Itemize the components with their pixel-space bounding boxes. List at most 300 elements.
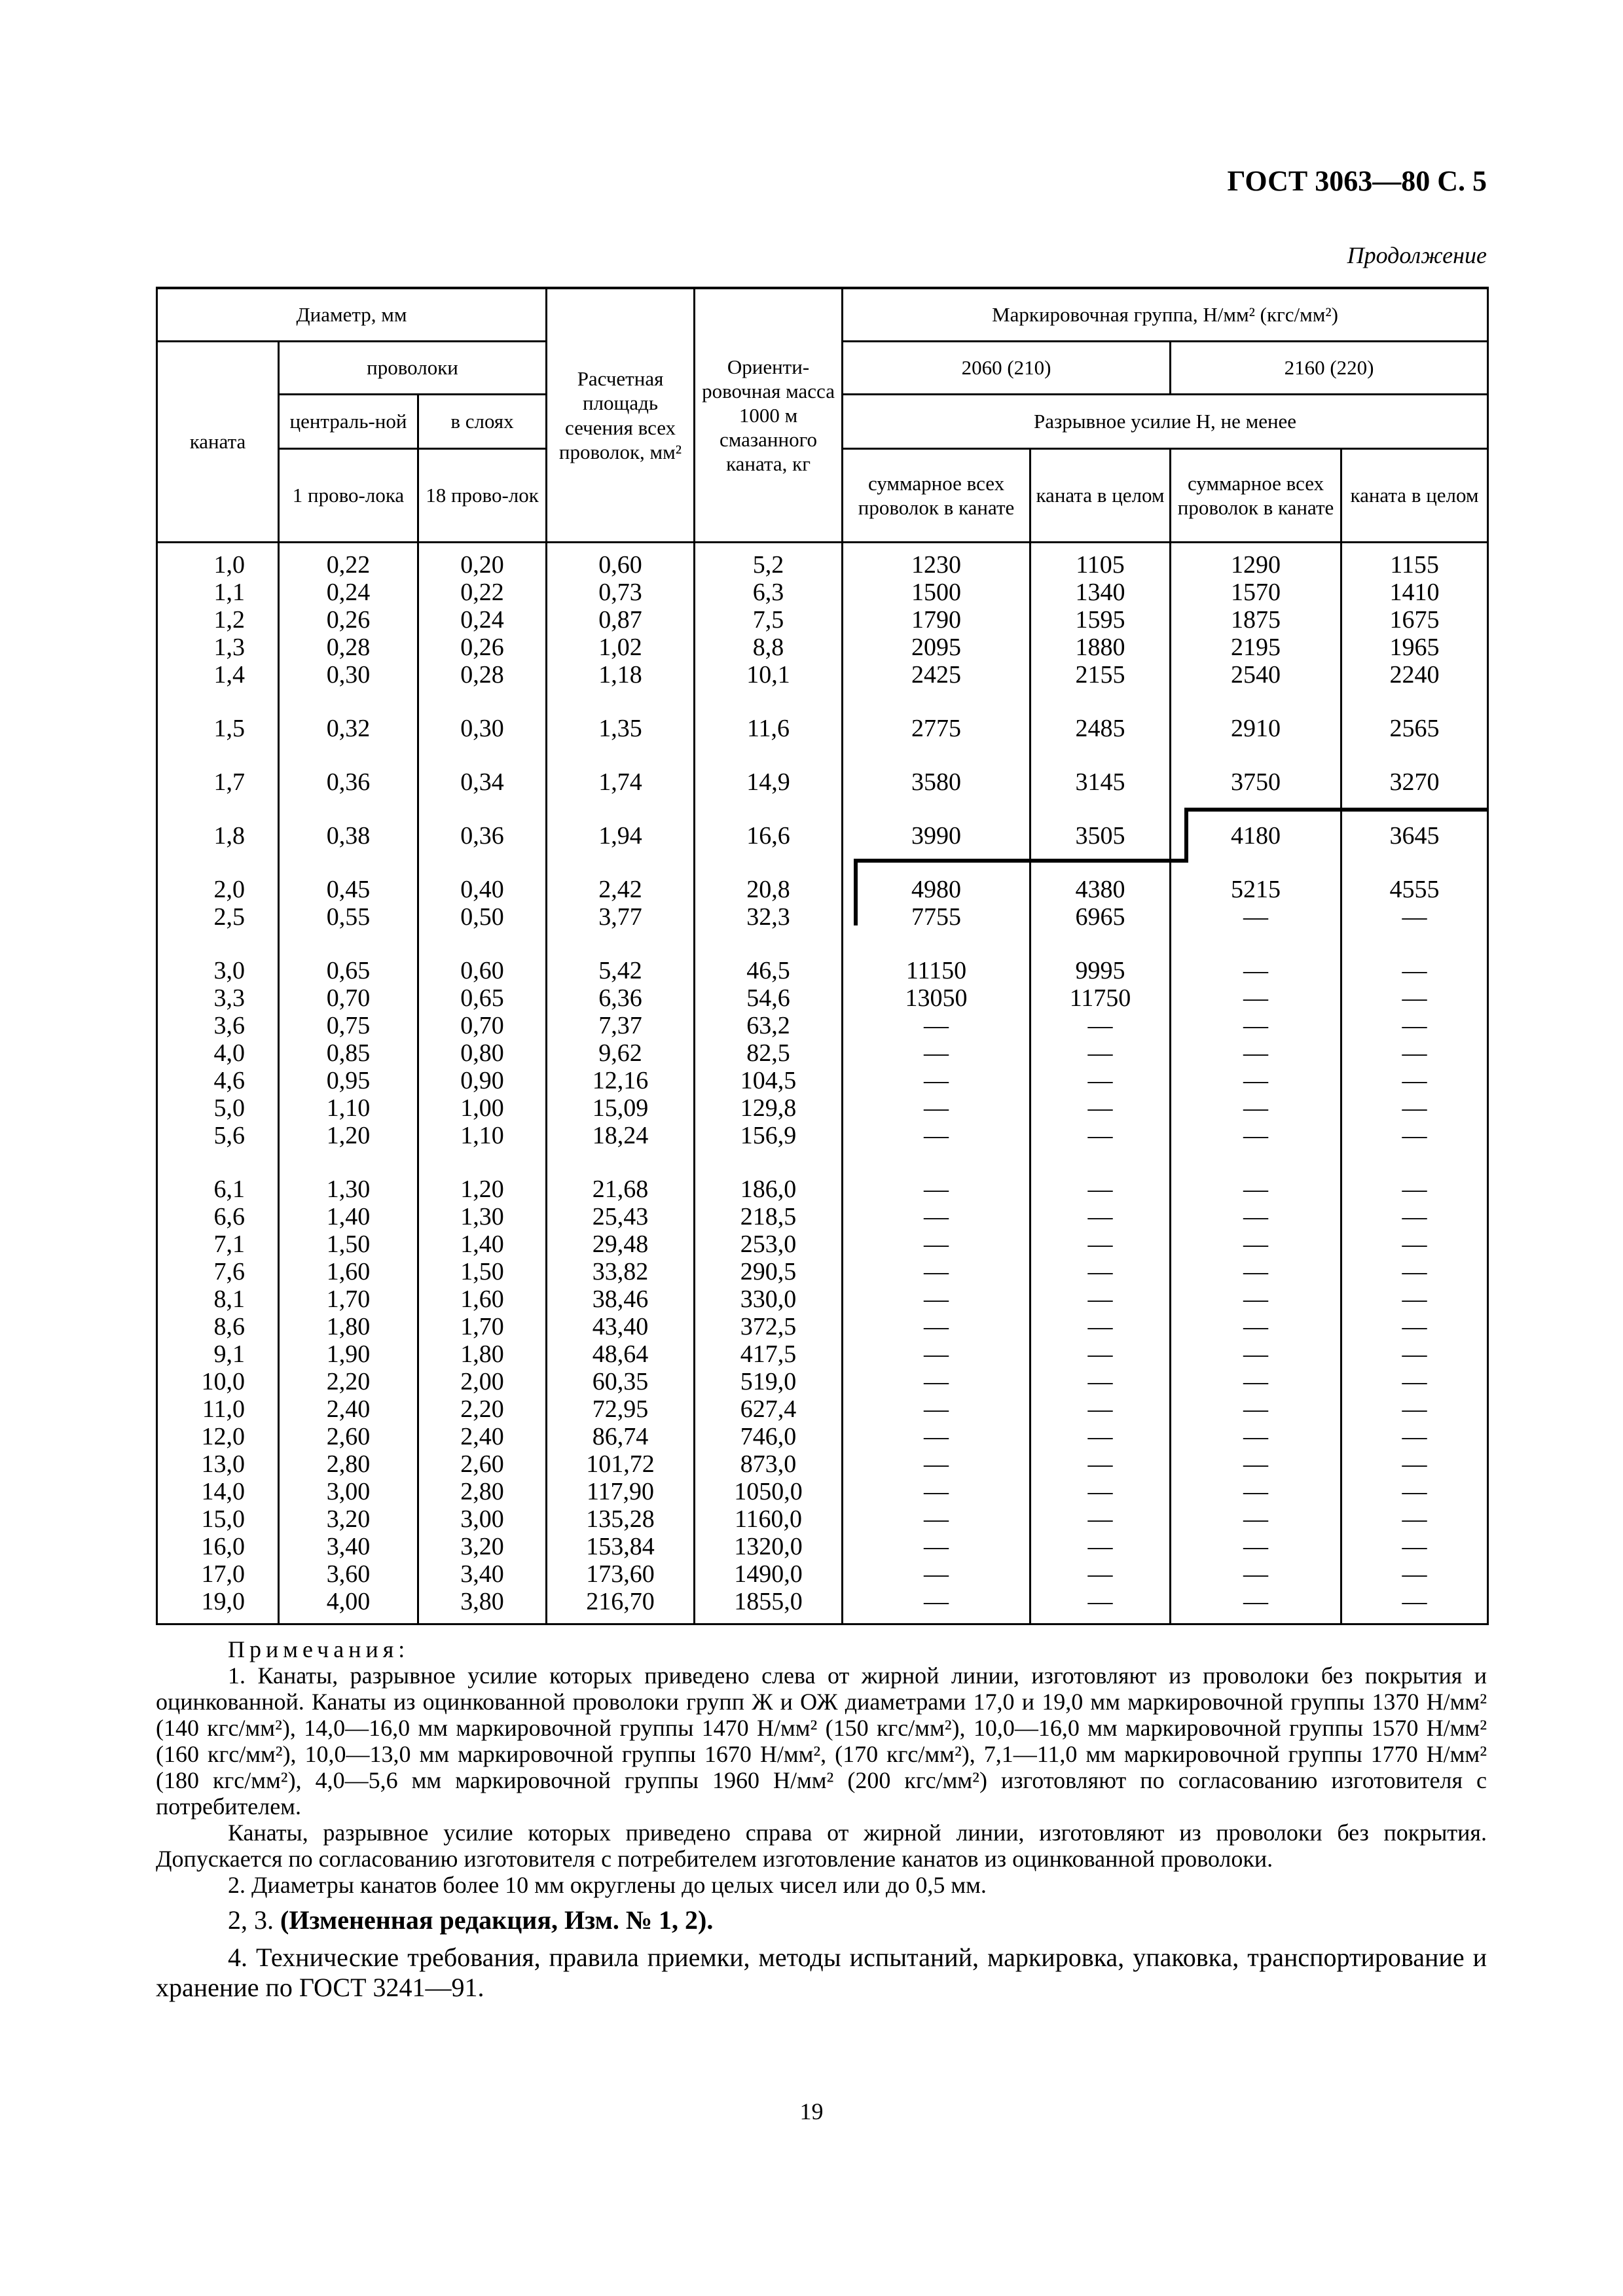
header-central: централь-ной bbox=[279, 395, 418, 449]
header-sum-2060: суммарное всех проволок в канате bbox=[843, 449, 1030, 543]
table-cell: 1,4 bbox=[157, 661, 279, 689]
table-cell: 0,60 bbox=[547, 543, 695, 579]
table-cell: 54,6 bbox=[695, 984, 843, 1012]
table-cell: 5,6 bbox=[157, 1122, 279, 1149]
table-row bbox=[157, 1012, 1488, 1039]
table-cell: — bbox=[1171, 1203, 1341, 1230]
table-cell: 15,0 bbox=[157, 1505, 279, 1533]
header-grade-2060: 2060 (210) bbox=[843, 342, 1171, 395]
table-cell: 0,85 bbox=[279, 1039, 418, 1067]
table-cell: 1,5 bbox=[157, 689, 279, 742]
table-cell: — bbox=[1171, 1149, 1341, 1203]
table-cell: 101,72 bbox=[547, 1450, 695, 1478]
header-one-wire: 1 прово-лока bbox=[279, 449, 418, 543]
table-cell: 1595 bbox=[1030, 606, 1171, 634]
table-cell: 1,35 bbox=[547, 689, 695, 742]
table-cell: 1155 bbox=[1341, 543, 1488, 579]
table-cell: 25,43 bbox=[547, 1203, 695, 1230]
table-cell: 0,65 bbox=[279, 931, 418, 984]
table-cell: 1,70 bbox=[279, 1285, 418, 1313]
table-cell: 12,16 bbox=[547, 1067, 695, 1094]
table-cell: 6965 bbox=[1030, 903, 1171, 931]
table-cell: — bbox=[843, 1203, 1030, 1230]
table-cell: — bbox=[1341, 1368, 1488, 1395]
table-cell: 5,2 bbox=[695, 543, 843, 579]
table-cell: 8,8 bbox=[695, 634, 843, 661]
page-header: ГОСТ 3063—80 С. 5 bbox=[1227, 165, 1487, 197]
table-cell: 2,40 bbox=[279, 1395, 418, 1423]
header-in-layers: в слоях bbox=[418, 395, 547, 449]
table-cell: 13050 bbox=[843, 984, 1030, 1012]
page-number: 19 bbox=[799, 2098, 824, 2125]
table-cell: 3580 bbox=[843, 742, 1030, 796]
table-row bbox=[157, 903, 1488, 931]
table-cell: 2485 bbox=[1030, 689, 1171, 742]
table-cell: 0,73 bbox=[547, 579, 695, 606]
table-cell: — bbox=[1171, 1368, 1341, 1395]
table-cell: — bbox=[1341, 1203, 1488, 1230]
table-cell: — bbox=[843, 1395, 1030, 1423]
table-cell: 2195 bbox=[1171, 634, 1341, 661]
table-row bbox=[157, 1450, 1488, 1478]
table-cell: 519,0 bbox=[695, 1368, 843, 1395]
table-cell: 2775 bbox=[843, 689, 1030, 742]
table-cell: — bbox=[1030, 1450, 1171, 1478]
table-cell: 1,30 bbox=[418, 1203, 547, 1230]
table-cell: 330,0 bbox=[695, 1285, 843, 1313]
table-cell: — bbox=[1171, 1423, 1341, 1450]
table-cell: 0,75 bbox=[279, 1012, 418, 1039]
table-cell: 17,0 bbox=[157, 1560, 279, 1588]
table-cell: 2,0 bbox=[157, 850, 279, 903]
table-cell: 11,6 bbox=[695, 689, 843, 742]
table-cell: — bbox=[1030, 1012, 1171, 1039]
table-cell: 0,28 bbox=[418, 661, 547, 689]
table-cell: 10,0 bbox=[157, 1368, 279, 1395]
table-cell: 3,00 bbox=[418, 1505, 547, 1533]
table-cell: — bbox=[843, 1067, 1030, 1094]
table-cell: — bbox=[1341, 1149, 1488, 1203]
table-cell: 18,24 bbox=[547, 1122, 695, 1149]
table-cell: 3270 bbox=[1341, 742, 1488, 796]
table-cell: 1490,0 bbox=[695, 1560, 843, 1588]
table-cell: — bbox=[843, 1450, 1030, 1478]
table-cell: — bbox=[1341, 1588, 1488, 1624]
table-cell: — bbox=[1030, 1340, 1171, 1368]
table-cell: 1570 bbox=[1171, 579, 1341, 606]
table-cell: — bbox=[843, 1478, 1030, 1505]
table-cell: — bbox=[1171, 903, 1341, 931]
table-cell: 1,3 bbox=[157, 634, 279, 661]
table-cell: 33,82 bbox=[547, 1258, 695, 1285]
rope-table-container bbox=[156, 287, 1487, 1624]
table-cell: 173,60 bbox=[547, 1560, 695, 1588]
table-cell: 1,20 bbox=[418, 1149, 547, 1203]
table-cell: 0,20 bbox=[418, 543, 547, 579]
table-cell: 0,24 bbox=[279, 579, 418, 606]
table-row bbox=[157, 1285, 1488, 1313]
table-cell: — bbox=[1030, 1313, 1171, 1340]
table-cell: — bbox=[1030, 1395, 1171, 1423]
table-cell: 3,0 bbox=[157, 931, 279, 984]
table-cell: 2,20 bbox=[418, 1395, 547, 1423]
header-sum-2160: суммарное всех проволок в канате bbox=[1171, 449, 1341, 543]
table-cell: — bbox=[843, 1313, 1030, 1340]
table-cell: 746,0 bbox=[695, 1423, 843, 1450]
table-cell: — bbox=[1341, 1478, 1488, 1505]
table-cell: 7,5 bbox=[695, 606, 843, 634]
table-cell: 0,45 bbox=[279, 850, 418, 903]
table-cell: 290,5 bbox=[695, 1258, 843, 1285]
table-cell: 117,90 bbox=[547, 1478, 695, 1505]
table-cell: 873,0 bbox=[695, 1450, 843, 1478]
table-cell: 4,0 bbox=[157, 1039, 279, 1067]
table-cell: — bbox=[1030, 1368, 1171, 1395]
table-cell: 48,64 bbox=[547, 1340, 695, 1368]
table-cell: — bbox=[1030, 1533, 1171, 1560]
table-cell: 3,20 bbox=[279, 1505, 418, 1533]
table-cell: 3990 bbox=[843, 796, 1030, 850]
table-cell: — bbox=[1171, 1230, 1341, 1258]
table-cell: 2,42 bbox=[547, 850, 695, 903]
table-cell: 1290 bbox=[1171, 543, 1341, 579]
table-cell: — bbox=[1341, 1067, 1488, 1094]
table-cell: 1050,0 bbox=[695, 1478, 843, 1505]
table-cell: — bbox=[1030, 1560, 1171, 1588]
table-cell: 3645 bbox=[1341, 796, 1488, 850]
header-rope-2060: каната в целом bbox=[1030, 449, 1171, 543]
header-grade: Маркировочная группа, Н/мм² (кгс/мм²) bbox=[843, 288, 1488, 342]
table-cell: 135,28 bbox=[547, 1505, 695, 1533]
table-cell: 253,0 bbox=[695, 1230, 843, 1258]
table-cell: 0,26 bbox=[418, 634, 547, 661]
table-cell: — bbox=[1171, 1505, 1341, 1533]
table-cell: — bbox=[1341, 903, 1488, 931]
table-cell: 1160,0 bbox=[695, 1505, 843, 1533]
table-cell: 1500 bbox=[843, 579, 1030, 606]
header-mass: Ориенти-ровочная масса 1000 м смазанного каната, кг bbox=[695, 288, 843, 543]
table-cell: 1,10 bbox=[279, 1094, 418, 1122]
table-cell: 0,70 bbox=[418, 1012, 547, 1039]
table-row bbox=[157, 984, 1488, 1012]
table-cell: — bbox=[1341, 1505, 1488, 1533]
table-cell: 4,6 bbox=[157, 1067, 279, 1094]
table-cell: 216,70 bbox=[547, 1588, 695, 1624]
header-eighteen-wires: 18 прово-лок bbox=[418, 449, 547, 543]
table-cell: 2,40 bbox=[418, 1423, 547, 1450]
table-cell: — bbox=[1030, 1149, 1171, 1203]
amendment-text: (Измененная редакция, Изм. № 1, 2). bbox=[280, 1905, 714, 1935]
table-cell: 63,2 bbox=[695, 1012, 843, 1039]
table-cell: 29,48 bbox=[547, 1230, 695, 1258]
table-cell: 6,36 bbox=[547, 984, 695, 1012]
table-cell: — bbox=[1171, 1039, 1341, 1067]
table-row bbox=[157, 1588, 1488, 1624]
table-cell: — bbox=[1341, 1012, 1488, 1039]
table-cell: 3,80 bbox=[418, 1588, 547, 1624]
table-cell: — bbox=[843, 1505, 1030, 1533]
table-cell: — bbox=[843, 1258, 1030, 1285]
table-cell: 1,40 bbox=[279, 1203, 418, 1230]
table-cell: 1880 bbox=[1030, 634, 1171, 661]
table-cell: 9,1 bbox=[157, 1340, 279, 1368]
table-cell: 5,0 bbox=[157, 1094, 279, 1122]
table-row bbox=[157, 1533, 1488, 1560]
table-cell: 0,36 bbox=[279, 742, 418, 796]
table-cell: — bbox=[1341, 1094, 1488, 1122]
table-cell: 4980 bbox=[843, 850, 1030, 903]
table-cell: 3,20 bbox=[418, 1533, 547, 1560]
table-cell: 16,6 bbox=[695, 796, 843, 850]
table-cell: 72,95 bbox=[547, 1395, 695, 1423]
table-cell: 9995 bbox=[1030, 931, 1171, 984]
table-cell: 15,09 bbox=[547, 1094, 695, 1122]
table-cell: — bbox=[1341, 931, 1488, 984]
notes-title: Примечания: bbox=[228, 1636, 410, 1662]
table-cell: 0,65 bbox=[418, 984, 547, 1012]
table-cell: 20,8 bbox=[695, 850, 843, 903]
table-cell: 1,02 bbox=[547, 634, 695, 661]
table-cell: 32,3 bbox=[695, 903, 843, 931]
note-1: 1. Канаты, разрывное усилие которых приведено слева от жирной линии, изготовляют из проволоки без покрытия и оцинкованной. Канаты из оцинкованной проволоки групп Ж и ОЖ диаметрами 17,0 и 19,0 мм маркировочной группы 1370 Н/мм² (140 кгс/мм²), 14,0—16,0 мм маркировочной группы 1470 Н/мм² (150 кгс/мм²), 10,0—16,0 мм маркировочной группы 1570 Н/мм² (160 кгс/мм²), 10,0—13,0 мм маркировочной группы 1670 Н/мм², (170 кгс/мм²), 7,1—11,0 мм маркировочной группы 1770 Н/мм² (180 кгс/мм²), 4,0—5,6 мм маркировочной группы 1960 Н/мм² (200 кгс/мм²) изготовляют по согласованию изготовителя с потребителем. bbox=[156, 1662, 1487, 1820]
table-cell: 1105 bbox=[1030, 543, 1171, 579]
table-header bbox=[157, 288, 1488, 543]
table-cell: 6,3 bbox=[695, 579, 843, 606]
table-row bbox=[157, 1423, 1488, 1450]
table-row bbox=[157, 579, 1488, 606]
table-cell: 1855,0 bbox=[695, 1588, 843, 1624]
table-cell: 2,20 bbox=[279, 1368, 418, 1395]
table-cell: — bbox=[1171, 1588, 1341, 1624]
table-cell: 4180 bbox=[1171, 796, 1341, 850]
table-cell: 5,42 bbox=[547, 931, 695, 984]
table-cell: — bbox=[1171, 1533, 1341, 1560]
bold-line-low-vertical bbox=[854, 859, 858, 925]
table-cell: — bbox=[843, 1012, 1030, 1039]
item-4: 4. Технические требования, правила приемки, методы испытаний, маркировка, упаковка, транспортирование и хранение по ГОСТ 3241—91. bbox=[156, 1943, 1487, 2002]
table-row bbox=[157, 543, 1488, 579]
table-cell: 129,8 bbox=[695, 1094, 843, 1122]
table-cell: 11750 bbox=[1030, 984, 1171, 1012]
table-cell: — bbox=[843, 1340, 1030, 1368]
table-cell: — bbox=[1341, 1230, 1488, 1258]
table-cell: — bbox=[843, 1094, 1030, 1122]
table-cell: 7,1 bbox=[157, 1230, 279, 1258]
table-cell: — bbox=[1341, 1340, 1488, 1368]
table-cell: 3,40 bbox=[279, 1533, 418, 1560]
table-cell: 7755 bbox=[843, 903, 1030, 931]
table-cell: — bbox=[843, 1368, 1030, 1395]
table-cell: 13,0 bbox=[157, 1450, 279, 1478]
table-cell: 0,22 bbox=[418, 579, 547, 606]
table-row bbox=[157, 1258, 1488, 1285]
table-cell: 0,95 bbox=[279, 1067, 418, 1094]
table-cell: — bbox=[1171, 1067, 1341, 1094]
table-cell: 16,0 bbox=[157, 1533, 279, 1560]
table-cell: 1875 bbox=[1171, 606, 1341, 634]
table-cell: — bbox=[843, 1122, 1030, 1149]
table-cell: 0,90 bbox=[418, 1067, 547, 1094]
table-cell: 1,74 bbox=[547, 742, 695, 796]
table-cell: 1,2 bbox=[157, 606, 279, 634]
table-cell: 6,6 bbox=[157, 1203, 279, 1230]
table-cell: 19,0 bbox=[157, 1588, 279, 1624]
table-cell: 86,74 bbox=[547, 1423, 695, 1450]
table-row bbox=[157, 1203, 1488, 1230]
table-cell: 3,6 bbox=[157, 1012, 279, 1039]
table-cell: — bbox=[1171, 1094, 1341, 1122]
table-cell: — bbox=[1171, 1340, 1341, 1368]
table-cell: 156,9 bbox=[695, 1122, 843, 1149]
table-cell: 0,40 bbox=[418, 850, 547, 903]
table-cell: 2,60 bbox=[418, 1450, 547, 1478]
table-cell: — bbox=[1171, 1313, 1341, 1340]
table-cell: 1,20 bbox=[279, 1122, 418, 1149]
table-cell: 46,5 bbox=[695, 931, 843, 984]
table-cell: 1,60 bbox=[279, 1258, 418, 1285]
table-cell: 2,00 bbox=[418, 1368, 547, 1395]
table-cell: 2095 bbox=[843, 634, 1030, 661]
notes-section bbox=[156, 1636, 1487, 2003]
table-cell: 4,00 bbox=[279, 1588, 418, 1624]
table-cell: 3505 bbox=[1030, 796, 1171, 850]
table-row bbox=[157, 1039, 1488, 1067]
table-cell: 0,50 bbox=[418, 903, 547, 931]
table-row bbox=[157, 661, 1488, 689]
table-cell: — bbox=[1341, 1258, 1488, 1285]
table-cell: 1,10 bbox=[418, 1122, 547, 1149]
table-cell: — bbox=[1341, 1395, 1488, 1423]
table-cell: 0,22 bbox=[279, 543, 418, 579]
table-cell: 0,70 bbox=[279, 984, 418, 1012]
table-cell: 0,36 bbox=[418, 796, 547, 850]
bold-line-step bbox=[854, 859, 1188, 863]
table-row bbox=[157, 634, 1488, 661]
amendment-line bbox=[156, 1907, 1487, 1933]
table-cell: — bbox=[1030, 1203, 1171, 1230]
table-cell: — bbox=[1030, 1122, 1171, 1149]
table-cell: 3,3 bbox=[157, 984, 279, 1012]
table-cell: — bbox=[1341, 1423, 1488, 1450]
table-cell: 43,40 bbox=[547, 1313, 695, 1340]
table-cell: — bbox=[1341, 1560, 1488, 1588]
table-cell: 4555 bbox=[1341, 850, 1488, 903]
table-body bbox=[157, 543, 1488, 1624]
table-cell: 3,60 bbox=[279, 1560, 418, 1588]
continuation-label: Продолжение bbox=[1347, 242, 1487, 268]
note-1b: Канаты, разрывное усилие которых приведено справа от жирной линии, изготовляют из проволоки без покрытия. Допускается по согласованию изготовителя с потребителем изготовление канатов из оцинкованной проволоки. bbox=[156, 1820, 1487, 1872]
table-cell: — bbox=[1171, 931, 1341, 984]
table-cell: — bbox=[843, 1149, 1030, 1203]
table-cell: — bbox=[1341, 1450, 1488, 1478]
table-cell: 104,5 bbox=[695, 1067, 843, 1094]
table-cell: 2240 bbox=[1341, 661, 1488, 689]
table-cell: 2155 bbox=[1030, 661, 1171, 689]
table-cell: 1,0 bbox=[157, 543, 279, 579]
table-cell: 0,24 bbox=[418, 606, 547, 634]
table-cell: — bbox=[1171, 984, 1341, 1012]
table-cell: 1,30 bbox=[279, 1149, 418, 1203]
table-cell: — bbox=[1341, 1533, 1488, 1560]
table-cell: 82,5 bbox=[695, 1039, 843, 1067]
table-cell: 2565 bbox=[1341, 689, 1488, 742]
table-cell: — bbox=[1030, 1478, 1171, 1505]
table-cell: 0,87 bbox=[547, 606, 695, 634]
table-cell: — bbox=[1030, 1258, 1171, 1285]
table-cell: 11150 bbox=[843, 931, 1030, 984]
table-cell: 3,00 bbox=[279, 1478, 418, 1505]
table-cell: 0,30 bbox=[279, 661, 418, 689]
table-cell: 1,50 bbox=[418, 1258, 547, 1285]
table-cell: 1230 bbox=[843, 543, 1030, 579]
table-cell: — bbox=[1171, 1258, 1341, 1285]
table-cell: 3,77 bbox=[547, 903, 695, 931]
table-cell: 7,6 bbox=[157, 1258, 279, 1285]
table-cell: 1,40 bbox=[418, 1230, 547, 1258]
table-cell: — bbox=[1030, 1505, 1171, 1533]
table-cell: — bbox=[1171, 1122, 1341, 1149]
table-cell: 1,7 bbox=[157, 742, 279, 796]
table-row bbox=[157, 689, 1488, 742]
table-cell: — bbox=[1341, 1285, 1488, 1313]
header-breaking-force: Разрывное усилие Н, не менее bbox=[843, 395, 1488, 449]
table-cell: 1790 bbox=[843, 606, 1030, 634]
table-cell: — bbox=[1171, 1560, 1341, 1588]
table-cell: 0,28 bbox=[279, 634, 418, 661]
header-diameter: Диаметр, мм bbox=[157, 288, 547, 342]
table-cell: — bbox=[1030, 1588, 1171, 1624]
table-cell: 2,60 bbox=[279, 1423, 418, 1450]
table-row bbox=[157, 1149, 1488, 1203]
table-cell: — bbox=[1171, 1012, 1341, 1039]
table-cell: 1320,0 bbox=[695, 1533, 843, 1560]
table-cell: — bbox=[1171, 1285, 1341, 1313]
table-cell: 2,80 bbox=[418, 1478, 547, 1505]
table-cell: 0,55 bbox=[279, 903, 418, 931]
table-cell: 417,5 bbox=[695, 1340, 843, 1368]
table-cell: — bbox=[843, 1560, 1030, 1588]
table-cell: — bbox=[1030, 1423, 1171, 1450]
table-row bbox=[157, 742, 1488, 796]
table-cell: 60,35 bbox=[547, 1368, 695, 1395]
table-cell: 0,32 bbox=[279, 689, 418, 742]
table-cell: 1,1 bbox=[157, 579, 279, 606]
table-cell: 8,1 bbox=[157, 1285, 279, 1313]
table-cell: 1,18 bbox=[547, 661, 695, 689]
table-row bbox=[157, 1094, 1488, 1122]
rope-table bbox=[156, 287, 1489, 1625]
bold-line-mid-vertical bbox=[1184, 808, 1188, 863]
table-cell: 0,80 bbox=[418, 1039, 547, 1067]
table-cell: 1410 bbox=[1341, 579, 1488, 606]
table-cell: 1,94 bbox=[547, 796, 695, 850]
table-cell: 5215 bbox=[1171, 850, 1341, 903]
table-cell: — bbox=[1171, 1478, 1341, 1505]
table-cell: — bbox=[1030, 1230, 1171, 1258]
table-cell: 153,84 bbox=[547, 1533, 695, 1560]
header-grade-2160: 2160 (220) bbox=[1171, 342, 1488, 395]
table-row bbox=[157, 931, 1488, 984]
table-cell: 6,1 bbox=[157, 1149, 279, 1203]
table-cell: — bbox=[843, 1285, 1030, 1313]
table-row bbox=[157, 1313, 1488, 1340]
table-cell: 14,0 bbox=[157, 1478, 279, 1505]
table-cell: 372,5 bbox=[695, 1313, 843, 1340]
table-cell: 12,0 bbox=[157, 1423, 279, 1450]
header-rope: каната bbox=[157, 342, 279, 543]
table-cell: 2540 bbox=[1171, 661, 1341, 689]
table-cell: — bbox=[1030, 1067, 1171, 1094]
